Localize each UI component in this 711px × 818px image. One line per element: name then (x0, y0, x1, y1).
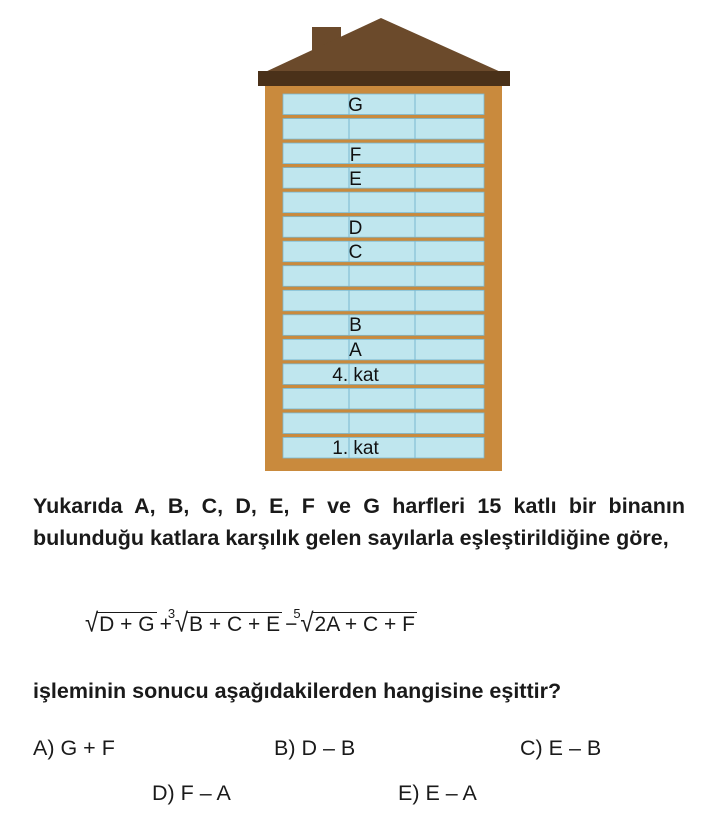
root-index-5: 5 (293, 606, 301, 621)
root-sign: √ (300, 608, 314, 639)
option-c[interactable]: C) E – B (520, 736, 602, 760)
floor-label-a: A (349, 340, 362, 361)
floor-window-band (283, 290, 484, 311)
floor-label-d: D (348, 218, 363, 239)
floor-window-band (283, 266, 484, 287)
floor-label-4-kat: 4. kat (332, 365, 379, 386)
square-root-term (85, 610, 157, 638)
radicand-3: 2A + C + F (314, 613, 415, 636)
root-sign: √ (174, 608, 189, 639)
floor-label-e: E (349, 169, 362, 190)
floor-label-c: C (348, 242, 363, 263)
question-prompt: işleminin sonucu aşağıdakilerden hangisine eşittir? (33, 679, 562, 703)
roof-eave (258, 71, 510, 86)
radicand-1: D + G (99, 613, 155, 636)
floor-window-band (283, 388, 484, 409)
plus-operator: + (159, 613, 172, 636)
fifth-root-term (293, 606, 417, 639)
minus-operator: − (285, 613, 298, 636)
question-text: Yukarıda A, B, C, D, E, F ve G harfleri 15 katlı bir binanın bulunduğu katlara karşılık gelen sayılarla eşleştirildiğine göre, (33, 494, 685, 550)
formula (85, 606, 417, 654)
option-e[interactable]: E) E – A (398, 781, 477, 805)
option-a[interactable]: A) G + F (33, 736, 115, 760)
option-d[interactable]: D) F – A (152, 781, 231, 805)
floor-label-1-kat: 1. kat (332, 438, 379, 459)
cube-root-term (167, 606, 282, 639)
radicand-2: B + C + E (189, 613, 281, 636)
floor-window-band (283, 119, 484, 140)
floor-label-b: B (349, 315, 362, 336)
floor-label-f: F (349, 145, 362, 166)
root-index-3: 3 (167, 606, 176, 621)
option-b[interactable]: B) D – B (274, 736, 356, 760)
floor-label-g: G (348, 95, 363, 116)
roof (263, 18, 503, 73)
floor-window-band (283, 192, 484, 213)
floor-window-band (283, 413, 484, 434)
root-sign: √ (85, 608, 99, 639)
